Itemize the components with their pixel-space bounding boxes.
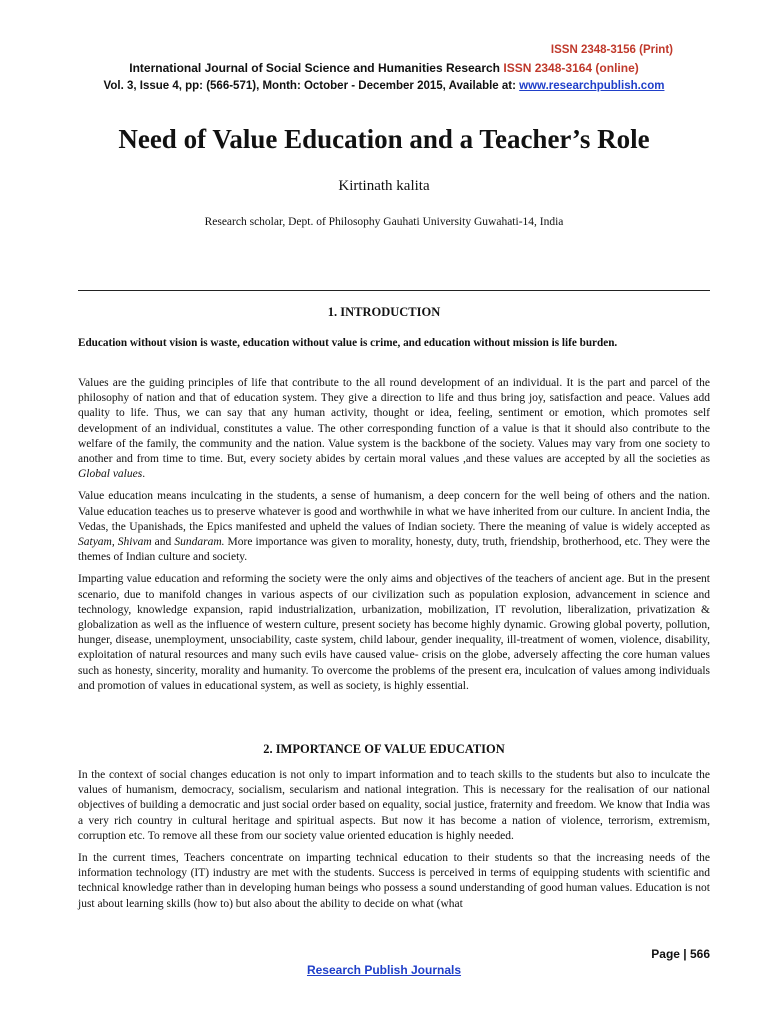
publisher-footer-link[interactable]: Research Publish Journals <box>306 963 462 977</box>
paragraph: Imparting value education and reforming the society were the only aims and objectives of the teachers of ancient age. But in the present scenario, due to manifold changes in various aspects of our civilization such as population explosion, advancement in science and technology, knowledge expansion, rapid industrialization, urbanization, mobilization, IT revolution, liberalization, privatization & globalization as well as the influence of western culture, present society has become highly dynamic. Growing global poverty, pollution, hunger, disease, unemployment, unsociability, caste system, child labour, gender inequality, ill-treatment of women, violence, disability, exploitation of natural resources and many such evils have caused value- crisis on the globe, adversely affecting the core human values such as honesty, sincerity, morality and humanity. To overcome the problems of the present era, inculcation of values among individuals and promotion of values in educational system, as well as society, is highly essential. <box>78 573 710 692</box>
emphasis: Sundaram. <box>174 536 225 549</box>
journal-name-line <box>0 61 768 75</box>
issn-online: ISSN 2348-3164 (online) <box>503 61 639 75</box>
importance-body <box>78 768 710 919</box>
section-heading-introduction: 1. INTRODUCTION <box>327 305 441 319</box>
epigraph: Education without vision is waste, education without value is crime, and education without mission is life burden. <box>78 337 618 349</box>
emphasis: Global values <box>78 468 143 481</box>
volume-info: Vol. 3, Issue 4, pp: (566-571), Month: October - December 2015, Available at: <box>103 80 516 92</box>
emphasis: Satyam, Shivam <box>78 536 152 549</box>
paragraph: Value education means inculcating in the students, a sense of humanism, a deep concern for the well being of others and the nation. Value education teaches us to preserve whatever is good and worthwhile in what we have inherited from our culture. In ancient India, the Vedas, the Upanishads, the Epics manifested and upheld the values of Indian society. There the meaning of value is widely accepted as Satyam, Shivam and Sundaram. More importance was given to morality, honesty, duty, truth, friendship, brotherhood, etc. They were the themes of Indian culture and society. <box>78 490 711 564</box>
article-title: Need of Value Education and a Teacher’s Role <box>118 124 650 154</box>
header-divider <box>78 290 710 291</box>
introduction-body <box>78 376 710 701</box>
paragraph: In the current times, Teachers concentrate on imparting technical education to their students so that the increasing needs of the information technology (IT) industry are met with the students. Success is perceived in terms of equipping students with scientific and technical knowledge rather than in developing human beings who possess a sound understanding of good human values. Education is not just about learning skills (how to) but also about the ability to decide on what (what <box>78 852 710 910</box>
author-affiliation: Research scholar, Dept. of Philosophy Gauhati University Guwahati-14, India <box>204 216 564 228</box>
journal-website-link[interactable]: www.researchpublish.com <box>519 80 665 92</box>
volume-line <box>0 80 768 92</box>
journal-name: International Journal of Social Science and Humanities Research <box>129 61 501 75</box>
section-heading-importance: 2. IMPORTANCE OF VALUE EDUCATION <box>263 742 505 756</box>
paragraph: In the context of social changes education is not only to impart information and to teach skills to the students but also to inculcate the values of humanism, democracy, socialism, secularism and national integration. This is necessary for the realisation of our national objectives of building a democratic and just social order based on equality, social justice, fraternity and freedom. We know that India was a very rich country in cultural heritage and spiritual aspects. But now it has become a nation of violence, terrorism, extremism, corruption etc. To remove all these from our society value oriented education is highly needed. <box>78 769 710 842</box>
author-name: Kirtinath kalita <box>338 178 430 194</box>
paragraph: Values are the guiding principles of life that contribute to the all round development of an individual. It is the part and parcel of the philosophy of nation and that of education system. They give a direction to life and thus bring joy, satisfaction and peace. Values add quality to life. Thus, we can say that any human activity, thought or idea, feeling, sentiment or emotion, which promotes self development of an individual, constitutes a value. The other corresponding function of a value is that it should also contribute to the welfare of the family, the community and the nation. Value system is the backbone of the society. Values may vary from one society to another and from time to time. But, every society abides by certain moral values ,and these values are accepted by all the societies as Global values. <box>78 377 710 481</box>
issn-print: ISSN 2348-3156 (Print) <box>550 44 673 56</box>
page-number: Page | 566 <box>651 947 710 961</box>
